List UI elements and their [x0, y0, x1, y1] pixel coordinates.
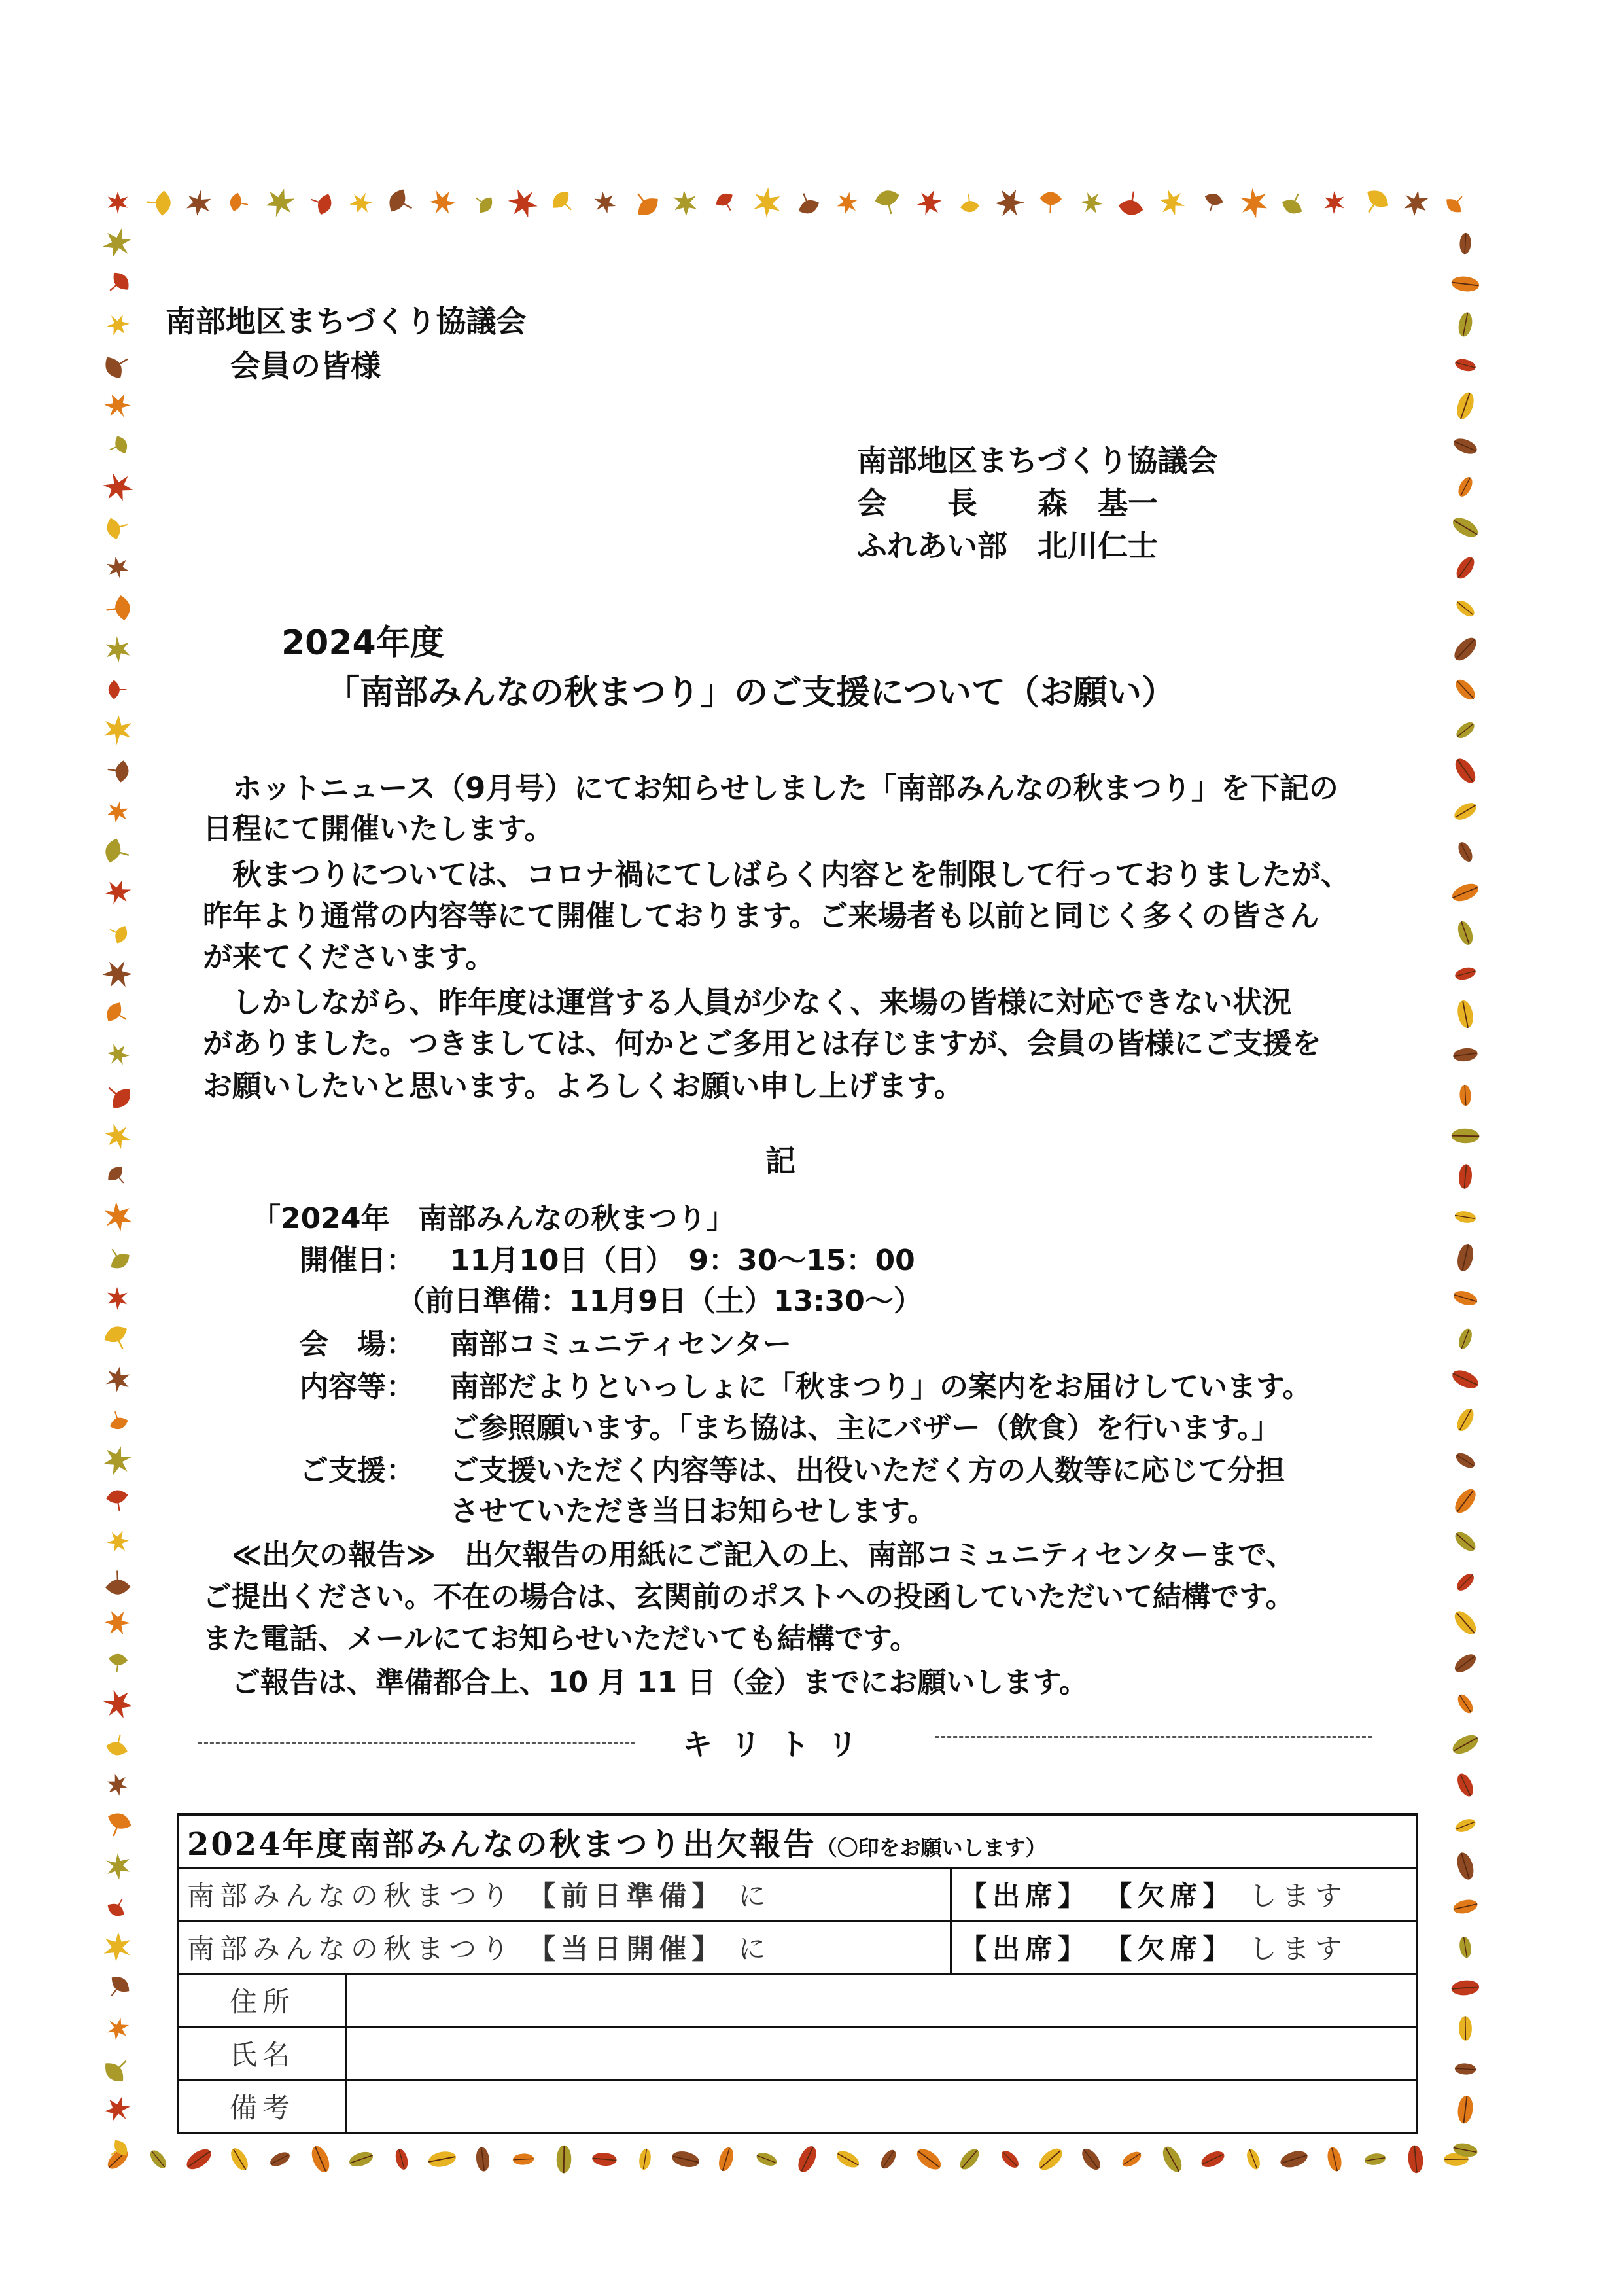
leaf-icon [1280, 188, 1308, 217]
leaf-icon [1453, 596, 1478, 621]
leaf-icon [101, 1566, 134, 1598]
leaf-icon [103, 756, 132, 785]
leaf-icon [1451, 797, 1480, 826]
body-line: 秋まつりについては、コロナ禍にてしばらく内容とを制限して行っておりましたが、 [203, 857, 1351, 892]
leaf-icon [105, 677, 130, 702]
leaf-icon [103, 1487, 132, 1515]
leaf-icon [101, 592, 134, 625]
leaf-icon [105, 190, 130, 215]
recipient-members: 会員の皆様 [230, 348, 381, 383]
address-field[interactable] [347, 1974, 1418, 2027]
leaf-icon [1449, 876, 1482, 909]
leaf-icon [511, 2147, 536, 2172]
leaf-icon [105, 2138, 130, 2163]
leaf-icon [101, 349, 134, 381]
leaf-icon [1453, 1205, 1478, 1229]
title-year: 2024年度 [281, 624, 444, 663]
leaf-icon [1451, 2136, 1480, 2164]
content-line-2: ご参照願います。「まち協は、主にバザー（飲食）を行います。」 [450, 1411, 1280, 1445]
leaf-icon [183, 2143, 215, 2176]
leaf-icon [105, 799, 130, 824]
row-ni: に [738, 1933, 771, 1965]
leaf-icon [791, 2143, 824, 2176]
cut-line-right [935, 1736, 1372, 1738]
leaf-icon [1449, 389, 1482, 422]
leaf-icon [957, 190, 982, 215]
leaf-icon [101, 1079, 134, 1112]
leaf-icon [103, 1122, 132, 1150]
leaf-icon [1449, 1120, 1482, 1152]
leaf-icon [349, 190, 374, 215]
leaf-icon [1449, 2093, 1482, 2126]
leaf-icon [105, 1164, 130, 1189]
leaf-icon [1451, 1284, 1480, 1313]
leaf-icon [1451, 675, 1480, 704]
leaf-icon [304, 2143, 337, 2176]
leaf-icon [103, 1973, 132, 2002]
leaf-icon [1449, 268, 1482, 300]
leaf-icon [1451, 1649, 1480, 1678]
venue-value: 南部コミュニティセンター [450, 1328, 792, 1361]
leaf-icon [1156, 2143, 1189, 2176]
leaf-icon [105, 1286, 130, 1311]
leaf-icon [105, 1529, 130, 1554]
date-label: 開催日： [300, 1244, 415, 1277]
leaf-icon [105, 312, 130, 337]
leaf-icon [1453, 2057, 1478, 2081]
name-field[interactable] [347, 2027, 1418, 2080]
leaf-icon [101, 957, 134, 990]
leaf-icon [671, 188, 700, 217]
leaf-icon [103, 2095, 132, 2124]
form-row-prep[interactable] [178, 1868, 1417, 1921]
content-label: 内容等： [300, 1370, 415, 1404]
leaf-icon [105, 1773, 130, 1797]
body-line: がありました。つきましては、何かとご多用とは存じますが、会員の皆様にご支援を [203, 1026, 1322, 1061]
leaf-icon [105, 1042, 130, 1067]
attendance-form [177, 1813, 1418, 2134]
leaf-icon [103, 1730, 132, 1759]
leaf-icon [101, 1687, 134, 1720]
prep-date: （前日準備：11月9日（土）13:30～） [396, 1284, 922, 1318]
leaf-icon [872, 186, 905, 219]
leaf-icon [426, 2143, 459, 2176]
absent-option[interactable]: 【欠席】 [1104, 1880, 1236, 1912]
leaf-icon [1079, 190, 1104, 215]
leaf-icon [1451, 1771, 1480, 1799]
leaf-icon [103, 1243, 132, 1272]
leaf-icon [1451, 432, 1480, 461]
leaf-icon [998, 2147, 1022, 2172]
leaf-icon [750, 186, 783, 219]
venue-label: 会 場： [300, 1328, 415, 1361]
leaf-icon [1453, 231, 1478, 256]
leaf-icon [105, 1651, 130, 1676]
report-line: ご提出ください。不在の場合は、玄関前のポストへの投函していただいて結構です。 [203, 1580, 1295, 1614]
recipient-org: 南部地区まちづくり協議会 [166, 304, 527, 339]
leaf-icon [1451, 919, 1480, 947]
leaf-icon [184, 188, 213, 217]
leaf-icon [1453, 1448, 1478, 1473]
leaf-icon [103, 391, 132, 420]
leaf-icon [264, 186, 296, 219]
leaf-icon [1451, 554, 1480, 582]
leaf-icon [468, 2145, 497, 2174]
sender-dept: ふれあい部 北川仁士 [857, 528, 1158, 563]
content-line-1: 南部だよりといっしょに「秋まつり」の案内をお届けしています。 [450, 1370, 1312, 1404]
support-label: ご支援： [300, 1454, 415, 1487]
remarks-label: 備考 [178, 2080, 347, 2134]
leaf-icon [994, 186, 1026, 219]
form-title: 2024年度南部みんなの秋まつり出欠報告 [187, 1826, 816, 1863]
leaf-icon [1320, 2145, 1349, 2174]
leaf-icon [103, 1608, 132, 1637]
body-line: が来てくださいます。 [203, 940, 495, 974]
leaf-icon [103, 635, 132, 663]
attend-option[interactable]: 【出席】 [960, 1880, 1091, 1912]
shimasu: します [1249, 1933, 1348, 1965]
leaf-icon [550, 188, 578, 217]
leaf-icon [1449, 1363, 1482, 1396]
leaf-icon [955, 2145, 984, 2174]
leaf-icon [146, 2147, 171, 2172]
leaf-icon [105, 2016, 130, 2041]
leaf-icon [1453, 1083, 1478, 1108]
leaf-icon [1451, 1040, 1480, 1069]
leaf-icon [103, 1000, 132, 1029]
leaf-icon [1449, 754, 1482, 787]
leaf-icon [629, 186, 661, 219]
leaf-icon [1034, 2143, 1067, 2176]
leaf-icon [1453, 1326, 1478, 1351]
body-line: お願いしたいと思います。よろしくお願い申し上げます。 [203, 1069, 964, 1103]
address-label: 住所 [178, 1974, 347, 2027]
leaf-icon [835, 190, 860, 215]
leaf-icon [1453, 1570, 1478, 1595]
leaf-icon [1449, 1606, 1482, 1639]
leaf-icon [1451, 2014, 1480, 2043]
support-line-2: させていただき当日お知らせします。 [450, 1494, 937, 1528]
leaf-icon [1278, 2143, 1310, 2176]
leaf-icon [101, 470, 134, 503]
leaf-icon [669, 2143, 702, 2176]
leaf-icon [105, 921, 130, 945]
form-row-name [178, 2027, 1417, 2080]
leaf-icon [548, 2143, 580, 2176]
leaf-icon [103, 513, 132, 542]
cut-label: キリトリ [682, 1727, 876, 1762]
form-note: （〇印をお願いします） [816, 1835, 1047, 1860]
report-line: また電話、メールにてお知らせいただいても結構です。 [203, 1622, 919, 1655]
leaf-icon [876, 2147, 901, 2172]
form-row-day[interactable] [178, 1921, 1417, 1974]
leaf-icon [1449, 1485, 1482, 1517]
shimasu: します [1249, 1880, 1348, 1912]
body-line: ホットニュース（9月号）にてお知らせしました「南部みんなの秋まつり」を下記の [203, 771, 1338, 805]
body-line: しかしながら、昨年度は運営する人員が少なく、来場の皆様に対応できない状況 [203, 985, 1292, 1019]
leaf-icon [103, 1365, 132, 1394]
leaf-icon [712, 2145, 741, 2174]
leaf-icon [1449, 1728, 1482, 1761]
leaf-icon [1401, 188, 1430, 217]
leaf-icon [1453, 1813, 1478, 1838]
leaf-icon [101, 714, 134, 747]
leaf-icon [227, 190, 252, 215]
leaf-icon [1241, 2147, 1266, 2172]
leaf-icon [1451, 1527, 1480, 1556]
cut-line-left [198, 1742, 635, 1744]
leaf-icon [103, 878, 132, 907]
leaf-icon [101, 1931, 134, 1964]
leaf-icon [306, 188, 335, 217]
leaf-icon [1115, 186, 1148, 219]
leaf-icon [101, 227, 134, 260]
leaf-icon [428, 188, 457, 217]
sender-chair: 会 長 森 基一 [857, 486, 1158, 521]
leaf-icon [1359, 186, 1391, 219]
leaf-icon [105, 1894, 130, 1919]
leaf-icon [389, 2147, 414, 2172]
report-line: ≪出欠の報告≫ 出欠報告の用紙にご記入の上、南部コミュニティセンターまで、 [203, 1538, 1295, 1572]
leaf-icon [1453, 718, 1478, 743]
leaf-icon [1451, 1892, 1480, 1921]
row-label: 南部みんなの秋まつり [187, 1933, 515, 1965]
leaf-icon [633, 2147, 657, 2172]
leaf-icon [833, 2145, 862, 2174]
leaf-icon [754, 2147, 779, 2172]
support-line-1: ご支援いただく内容等は、出役いただく方の人数等に応じて分担 [450, 1454, 1285, 1487]
leaf-icon [1449, 1241, 1482, 1274]
leaf-icon [1449, 633, 1482, 665]
leaf-icon [793, 188, 822, 217]
leaf-icon [1198, 2145, 1227, 2174]
leaf-icon [103, 270, 132, 298]
leaf-icon [507, 186, 540, 219]
leaf-icon [268, 2147, 292, 2172]
leaf-icon [1453, 961, 1478, 986]
event-name: 「2024年 南部みんなの秋まつり」 [252, 1202, 735, 1235]
leaf-icon [913, 2143, 945, 2176]
form-row-remarks [178, 2080, 1417, 2134]
leaf-icon [101, 1444, 134, 1477]
row-label: 南部みんなの秋まつり [187, 1880, 515, 1912]
leaf-icon [385, 186, 418, 219]
leaf-icon [1451, 1405, 1480, 1434]
page-title: 「南部みんなの秋まつり」のご支援について（お願い） [326, 673, 1176, 713]
row-kind: 【前日準備】 [528, 1880, 725, 1912]
leaf-icon [590, 2145, 619, 2174]
leaf-icon [101, 2053, 134, 2085]
leaf-icon [1449, 998, 1482, 1031]
leaf-icon [1119, 2147, 1144, 2172]
sender-org: 南部地区まちづくり協議会 [857, 443, 1218, 478]
leaf-icon [105, 1407, 130, 1432]
leaf-icon [915, 188, 943, 217]
leaf-icon [1449, 1850, 1482, 1882]
leaf-icon [105, 556, 130, 580]
leaf-icon [1449, 1971, 1482, 2004]
leaf-icon [1453, 839, 1478, 864]
leaf-icon [142, 186, 175, 219]
leaf-icon [103, 1852, 132, 1881]
leaf-icon [1444, 190, 1469, 215]
leaf-icon [101, 1809, 134, 1842]
row-kind: 【当日開催】 [528, 1933, 725, 1965]
leaf-icon [101, 836, 134, 868]
form-row-address [178, 1974, 1417, 2027]
leaf-icon [714, 190, 739, 215]
leaf-icon [101, 1201, 134, 1233]
leaf-icon [1077, 2145, 1106, 2174]
date-value: 11月10日（日） 9：30～15：00 [450, 1244, 915, 1277]
body-line: 昨年より通常の内容等にて開催しております。ご来場者も以前と同じく多くの皆さん [203, 898, 1319, 933]
leaf-icon [592, 190, 617, 215]
leaf-icon [1158, 188, 1187, 217]
leaf-icon [1451, 1162, 1480, 1191]
absent-option[interactable]: 【欠席】 [1104, 1933, 1236, 1965]
leaf-icon [470, 190, 495, 215]
leaf-icon [1322, 190, 1347, 215]
report-line: ご報告は、準備都合上、10 月 11 日（金）までにお願いします。 [203, 1666, 1088, 1699]
leaf-icon [1453, 353, 1478, 378]
form-title-row [178, 1814, 1417, 1868]
leaf-icon [225, 2145, 254, 2174]
leaf-icon [1036, 188, 1065, 217]
attend-option[interactable]: 【出席】 [960, 1933, 1091, 1965]
ki-heading: 記 [765, 1143, 795, 1178]
leaf-icon [1453, 474, 1478, 499]
leaf-icon [1451, 310, 1480, 339]
remarks-field[interactable] [347, 2080, 1418, 2134]
leaf-icon [1200, 190, 1225, 215]
row-ni: に [738, 1880, 771, 1912]
body-line: 日程にて開催いたします。 [203, 811, 554, 846]
leaf-icon [1399, 2143, 1432, 2176]
leaf-icon [1237, 186, 1270, 219]
name-label: 氏名 [178, 2027, 347, 2080]
leaf-icon [1453, 1935, 1478, 1960]
leaf-icon [101, 1322, 134, 1355]
leaf-icon [1449, 511, 1482, 544]
leaf-icon [1363, 2147, 1387, 2172]
leaf-icon [105, 434, 130, 459]
leaf-icon [347, 2145, 375, 2174]
leaf-icon [1453, 1691, 1478, 1716]
